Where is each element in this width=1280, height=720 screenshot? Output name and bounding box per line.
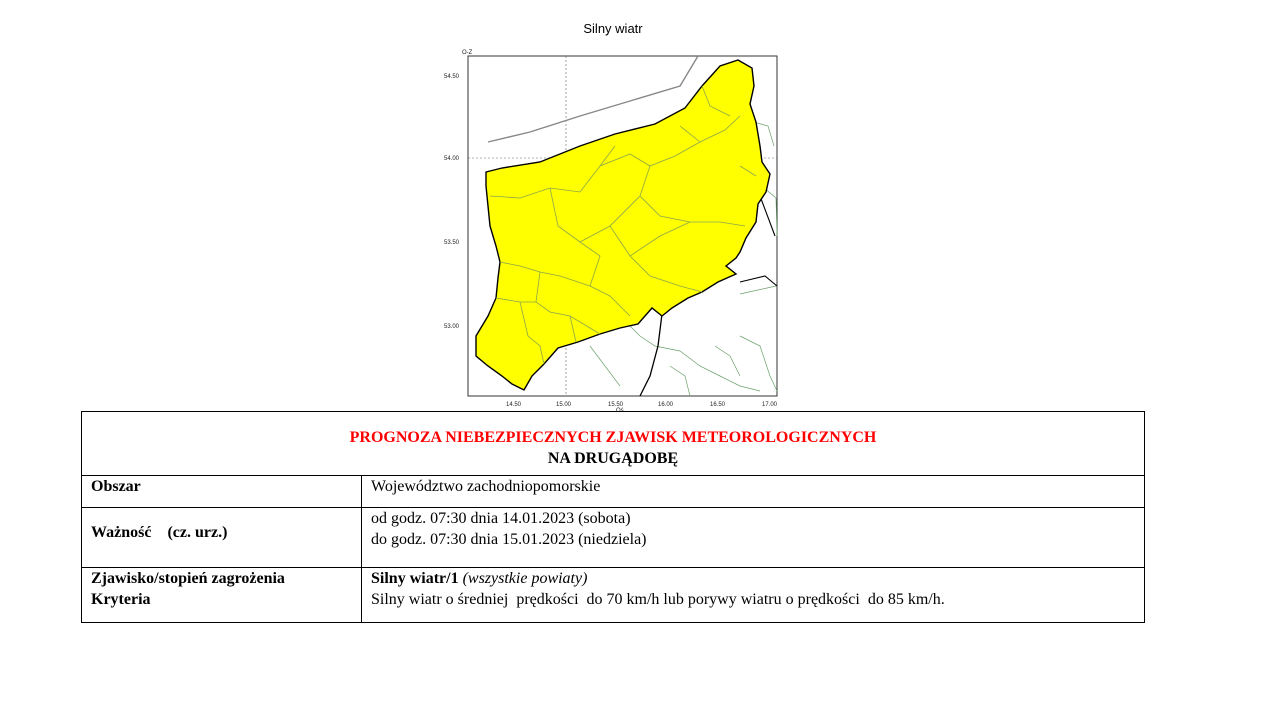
criteria-label: Kryteria — [91, 591, 151, 608]
validity-value — [362, 508, 1145, 568]
lat-tick: 53.50 — [444, 240, 460, 246]
area-value: Województwo zachodniopomorskie — [362, 476, 1145, 508]
validity-row — [82, 508, 1145, 568]
validity-to: do godz. 07:30 dnia 15.01.2023 (niedziela) — [371, 531, 647, 548]
lon-tick: 15.50 — [608, 402, 624, 408]
warning-table — [81, 411, 1145, 623]
phenomenon-scope: (wszystkie powiaty) — [462, 570, 588, 587]
warning-map — [440, 46, 785, 414]
phenomenon-value-cell — [362, 568, 1145, 623]
lon-tick: 15.00 — [556, 402, 572, 408]
lat-tick: 53.00 — [444, 324, 460, 330]
lat-tick: 54.00 — [444, 156, 460, 162]
table-header — [82, 412, 1145, 476]
header-line-2: NA DRUGĄDOBĘ — [547, 450, 679, 467]
phenomenon-value: Silny wiatr/1 — [371, 570, 459, 587]
header-line-1: PROGNOZA NIEBEZPIECZNYCH ZJAWISK METEOROLOGICZNYCH — [349, 429, 877, 446]
bottom-label: Oś — [616, 408, 624, 414]
lon-tick: 16.00 — [658, 402, 674, 408]
validity-label — [82, 508, 362, 568]
area-row — [82, 476, 1145, 508]
lon-tick: 16.50 — [710, 402, 726, 408]
criteria-value: Silny wiatr o średniej prędkości do 70 km/h lub porywy wiatru o prędkości do 85 km/h. — [371, 591, 945, 608]
phenomenon-row — [82, 568, 1145, 623]
header-row — [82, 412, 1145, 476]
corner-label: O-Z — [462, 50, 473, 56]
validity-from: od godz. 07:30 dnia 14.01.2023 (sobota) — [371, 510, 631, 527]
phenomenon-labels — [82, 568, 362, 623]
lon-tick: 14.50 — [506, 402, 522, 408]
map-svg — [440, 46, 785, 414]
area-label: Obszar — [82, 476, 362, 508]
map-title: Silny wiatr — [583, 21, 643, 36]
phenomenon-label: Zjawisko/stopień zagrożenia — [91, 570, 285, 587]
lon-tick: 17.00 — [762, 402, 778, 408]
validity-label-text: Ważność (cz. urz.) — [91, 524, 228, 541]
lat-tick: 54.50 — [444, 74, 460, 80]
